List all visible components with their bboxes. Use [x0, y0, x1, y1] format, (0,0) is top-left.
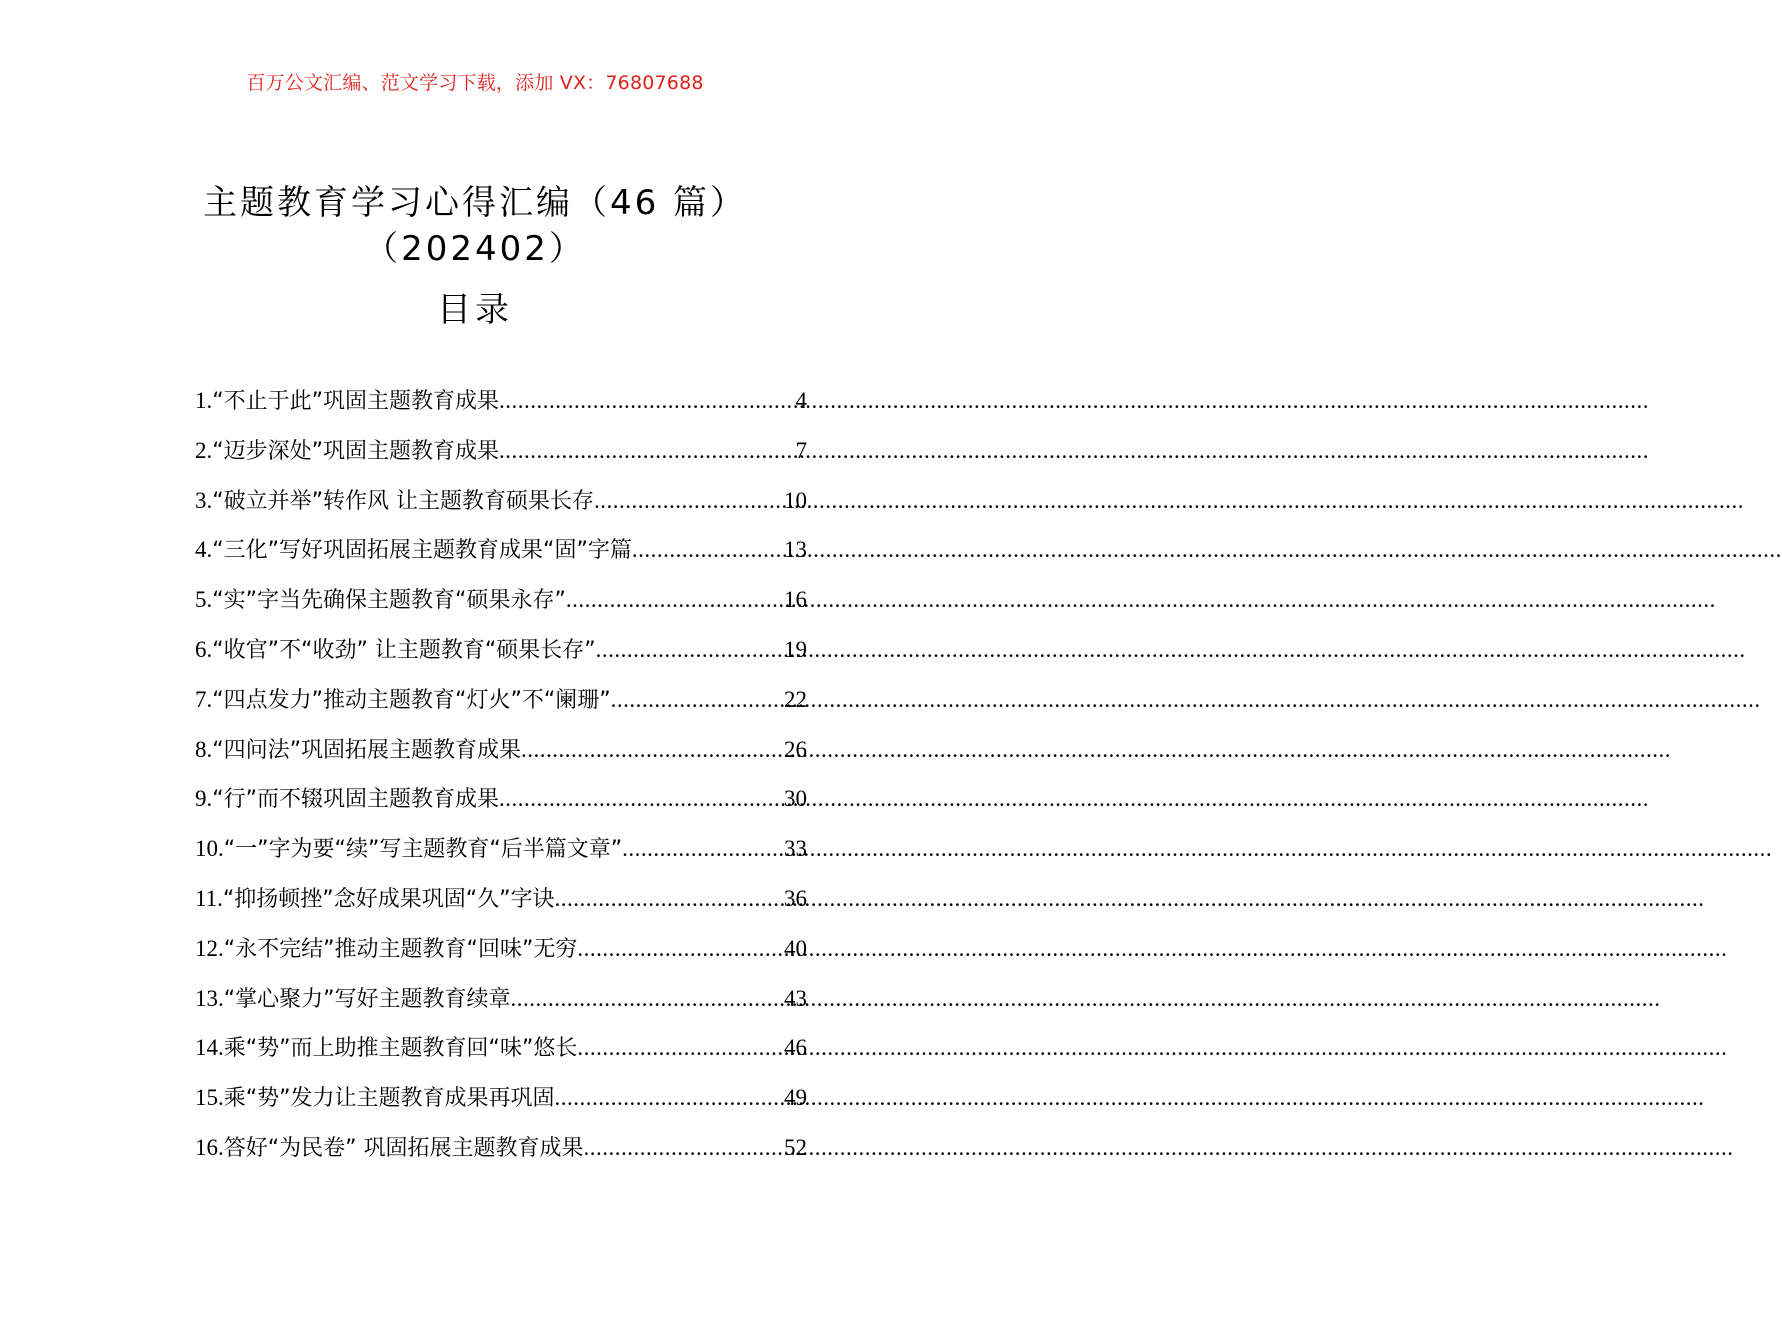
toc-entry-number: 3.	[195, 487, 213, 513]
toc-entry-page: 40	[784, 935, 807, 961]
toc-entry-page: 16	[784, 587, 807, 613]
toc-entry-leader	[577, 936, 784, 962]
toc-entry-leader	[499, 388, 795, 414]
toc-entry-title: “行”而不辍巩固主题教育成果	[212, 787, 500, 813]
toc-entry-leader	[596, 637, 784, 663]
toc-entry[interactable]	[195, 683, 807, 733]
toc-entry-leader	[566, 587, 784, 613]
toc-entry-title: “掌心聚力”写好主题教育续章	[223, 986, 511, 1012]
toc-entry-page: 26	[784, 736, 807, 762]
toc-entry-title: “迈步深处”巩固主题教育成果	[212, 438, 500, 464]
toc-entry-title: 答好“为民卷” 巩固拓展主题教育成果	[223, 1135, 584, 1161]
toc-entry[interactable]	[195, 384, 807, 434]
toc-entry[interactable]	[195, 633, 807, 683]
toc-entry[interactable]	[195, 1131, 807, 1181]
toc-entry-page: 19	[784, 636, 807, 662]
toc-entry-title: “收官”不“收劲” 让主题教育“硕果长存”	[212, 637, 596, 663]
toc-entry-leader	[555, 886, 785, 912]
toc-entry-number: 13.	[195, 985, 224, 1011]
toc-entry[interactable]	[195, 583, 807, 633]
toc-entry-number: 4.	[195, 537, 213, 563]
toc-entry-leader	[577, 1035, 784, 1061]
toc-entry-number: 1.	[195, 388, 213, 413]
toc-entry-number: 5.	[195, 587, 213, 613]
toc-entry-number: 14.	[195, 1035, 224, 1061]
toc-entry[interactable]	[195, 733, 807, 783]
header-banner: 百万公文汇编、范文学习下载，添加 VX：76807688	[246, 72, 704, 94]
toc-entry-title: “永不完结”推动主题教育“回味”无穷	[223, 936, 578, 962]
toc-entry-leader	[584, 1135, 784, 1161]
toc-entry[interactable]	[195, 484, 807, 534]
toc-entry-page: 46	[784, 1035, 807, 1061]
toc-entry-number: 12.	[195, 935, 224, 961]
toc-entry-title: “四问法”巩固拓展主题教育成果	[212, 737, 522, 763]
toc-heading: 目录	[437, 290, 513, 330]
toc-entry[interactable]	[195, 882, 807, 932]
document-title: 主题教育学习心得汇编（46 篇）（202402）	[202, 183, 748, 269]
toc-entry-title: “三化”写好巩固拓展主题教育成果“固”字篇	[212, 538, 632, 564]
toc-entry-page: 4	[795, 388, 807, 413]
toc-entry[interactable]	[195, 434, 807, 484]
toc-entry-number: 10.	[195, 836, 224, 862]
toc-entry[interactable]	[195, 533, 807, 583]
toc-entry[interactable]	[195, 982, 807, 1032]
table-of-contents	[195, 384, 807, 1181]
toc-entry-page: 13	[784, 537, 807, 563]
toc-entry-leader	[499, 786, 784, 812]
toc-entry-number: 8.	[195, 736, 213, 762]
toc-entry-leader	[521, 737, 784, 763]
toc-entry-leader	[632, 537, 784, 563]
toc-entry-title: “破立并举”转作风 让主题教育硕果长存	[212, 488, 595, 514]
toc-entry[interactable]	[195, 1081, 807, 1131]
toc-entry-page: 30	[784, 786, 807, 812]
toc-entry-page: 52	[784, 1134, 807, 1160]
toc-entry[interactable]	[195, 782, 807, 832]
toc-entry-page: 36	[784, 885, 807, 911]
toc-entry-title: 乘“势”发力让主题教育成果再巩固	[223, 1086, 555, 1112]
toc-entry-title: “抑扬顿挫”念好成果巩固“久”字诀	[222, 886, 555, 912]
toc-entry-number: 15.	[195, 1085, 224, 1111]
toc-entry-number: 7.	[195, 686, 213, 712]
toc-entry-leader	[499, 438, 795, 464]
toc-entry-title: “一”字为要“续”写主题教育“后半篇文章”	[223, 837, 623, 863]
toc-entry[interactable]	[195, 832, 807, 882]
toc-entry-page: 7	[795, 437, 807, 463]
toc-entry[interactable]	[195, 1031, 807, 1081]
toc-entry-leader	[511, 986, 784, 1012]
toc-entry[interactable]	[195, 932, 807, 982]
toc-entry-page: 33	[784, 836, 807, 862]
toc-entry-number: 6.	[195, 636, 213, 662]
toc-entry-number: 16.	[195, 1134, 224, 1160]
toc-entry-leader	[594, 488, 784, 514]
toc-entry-number: 9.	[195, 786, 213, 812]
toc-entry-title: 乘“势”而上助推主题教育回“味”悠长	[223, 1036, 578, 1062]
toc-entry-page: 10	[784, 487, 807, 513]
toc-entry-title: “不止于此”巩固主题教育成果	[212, 389, 500, 414]
toc-entry-leader	[611, 687, 784, 713]
toc-entry-leader	[622, 836, 784, 862]
toc-entry-number: 11.	[195, 885, 223, 911]
toc-entry-leader	[555, 1085, 784, 1111]
toc-entry-title: “四点发力”推动主题教育“灯火”不“阑珊”	[212, 687, 611, 713]
toc-entry-page: 22	[784, 686, 807, 712]
toc-entry-title: “实”字当先确保主题教育“硕果永存”	[212, 588, 566, 614]
toc-entry-page: 43	[784, 985, 807, 1011]
toc-entry-number: 2.	[195, 437, 213, 463]
toc-entry-page: 49	[784, 1085, 807, 1111]
